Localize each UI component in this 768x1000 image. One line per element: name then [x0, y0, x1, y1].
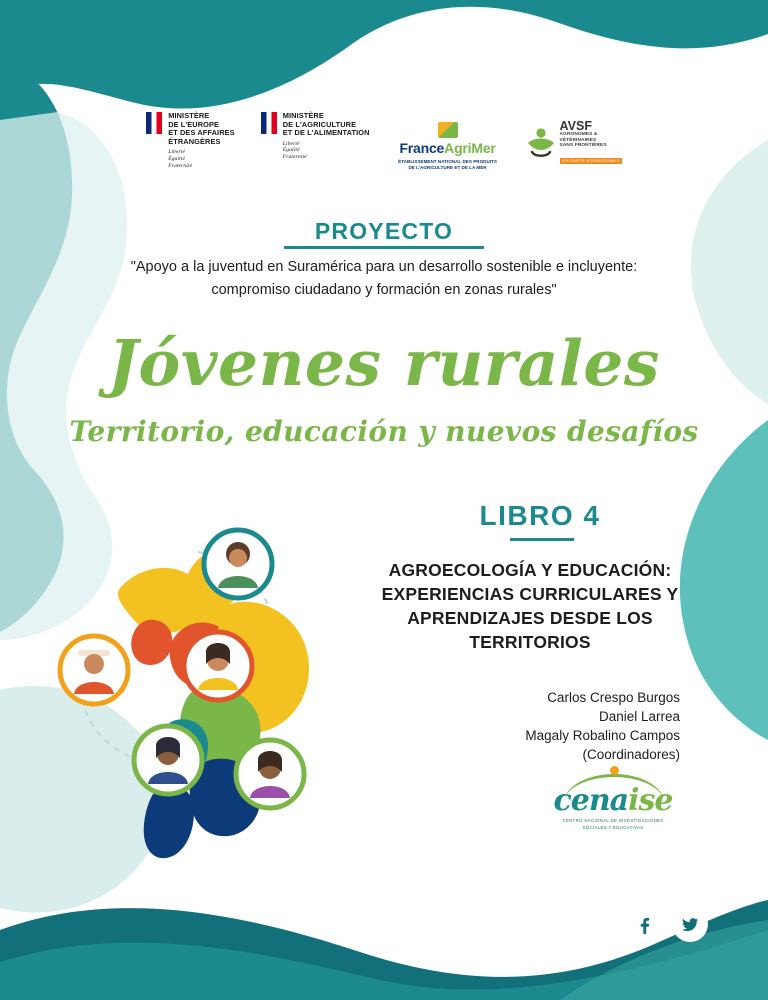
franceagrimer-name-part2: AgriMer	[444, 140, 496, 156]
french-flag-icon	[146, 112, 162, 134]
author-1: Carlos Crespo Burgos	[547, 690, 680, 705]
project-description: "Apoyo a la juventud en Suramérica para un desarrollo sostenible e incluyente: compromiso ciudadano y formación en zonas rurales"	[130, 259, 638, 298]
franceagrimer-name-part1: France	[399, 140, 445, 156]
avsf-subtitle-3: SANS FRONTIÈRES	[559, 143, 607, 149]
author-list	[380, 688, 680, 764]
avsf-subtitle-2: VÉTÉRINAIRES	[559, 137, 597, 143]
devise-fraternite-2: Fraternité	[282, 153, 307, 160]
footer-divider	[592, 925, 618, 927]
south-america-map	[48, 492, 368, 872]
avsf-acronym: AVSF	[559, 119, 592, 133]
avatar-4	[134, 726, 202, 794]
project-label-underline	[284, 246, 484, 249]
book-title: AGROECOLOGÍA Y EDUCACIÓN: EXPERIENCIAS CURRICULARES Y APRENDIZAJES DESDE LOS TERRITORIOS	[381, 560, 679, 652]
institutional-logos	[0, 112, 768, 170]
franceagrimer-emblem-icon	[438, 122, 458, 138]
cenaise-subtitle-1: CENTRO NACIONAL DE INVESTIGACIONES	[562, 818, 664, 823]
logo-franceagrimer	[396, 122, 500, 170]
map-graphic	[48, 492, 368, 872]
ministere-europe-line-1: MINISTÈRE	[168, 111, 210, 120]
cenaise-subtitle-2: SOCIALES Y EDUCATIVAS	[582, 825, 644, 831]
cenaise-dot-icon	[610, 766, 619, 775]
devise-egalite-1: Égalité	[168, 155, 186, 162]
ministere-europe-line-2: DE L'EUROPE	[168, 119, 220, 129]
author-2: Daniel Larrea	[598, 709, 680, 724]
book-number-underline	[510, 538, 574, 541]
devise-egalite-2: Égalité	[282, 147, 300, 154]
avsf-bar-label: SOLIDARITÉ INTERNATIONALE	[561, 158, 620, 163]
ministere-europe-line-4: ÉTRANGÈRES	[168, 136, 221, 146]
french-flag-icon	[261, 112, 277, 134]
ministere-agriculture-line-3: ET DE L'ALIMENTATION	[282, 128, 370, 138]
devise-fraternite-1: Fraternité	[168, 162, 193, 169]
logo-ministere-europe	[146, 112, 235, 169]
author-3: Magaly Robalino Campos	[525, 728, 680, 743]
avatar-3	[184, 632, 252, 700]
website-url[interactable]: www.avsf.org	[477, 914, 583, 933]
avatar-5	[236, 740, 304, 808]
avsf-subtitle-1: AGRONOMES &	[559, 132, 598, 137]
logo-ministere-agriculture	[261, 112, 370, 161]
author-role: (Coordinadores)	[582, 747, 680, 762]
avatar-2	[60, 636, 128, 704]
page-subtitle: Territorio, educación y nuevos desafíos	[69, 415, 699, 448]
facebook-icon[interactable]	[626, 906, 662, 942]
cenaise-word-part1: cena	[553, 783, 629, 818]
twitter-icon[interactable]	[672, 906, 708, 942]
ministere-europe-line-3: ET DES AFFAIRES	[168, 128, 235, 138]
project-label: PROYECTO	[314, 218, 454, 244]
cenaise-word-part2: ise	[628, 783, 673, 818]
ministere-agriculture-line-2: DE L'AGRICULTURE	[282, 119, 357, 129]
social-links	[626, 906, 708, 942]
logo-cenaise	[540, 783, 686, 831]
page-title: Jóvenes rurales	[108, 326, 660, 400]
logo-avsf	[526, 120, 622, 167]
avatar-1	[204, 530, 272, 598]
avsf-person-icon	[526, 126, 556, 160]
devise-liberte-1: Liberté	[168, 149, 186, 156]
book-number: LIBRO 4	[479, 500, 601, 531]
franceagrimer-subtitle: ÉTABLISSEMENT NATIONAL DES PRODUITS DE L'AGRICULTURE ET DE LA MER	[398, 159, 497, 170]
devise-liberte-2: Liberté	[282, 140, 300, 147]
ministere-agriculture-line-1: MINISTÈRE	[282, 111, 324, 120]
